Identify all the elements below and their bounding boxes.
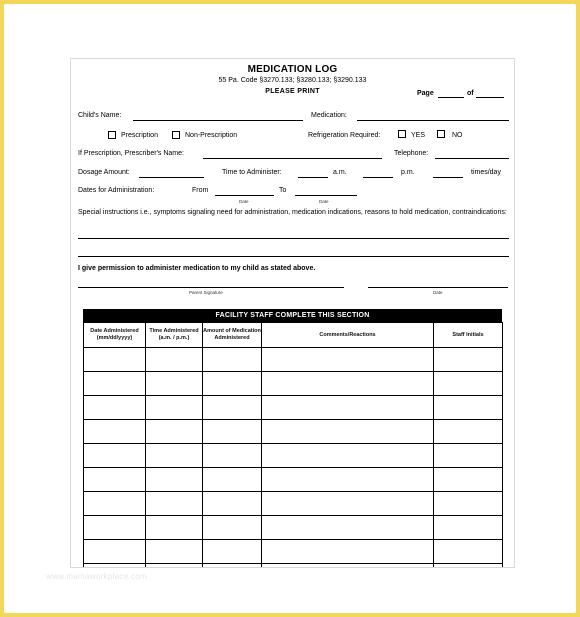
date-cell[interactable] [84,564,146,569]
comments-cell[interactable] [262,492,434,516]
medication-field[interactable] [357,120,509,121]
time-cell[interactable] [146,372,203,396]
am-label: a.m. [333,169,347,176]
non-prescription-checkbox[interactable] [172,131,180,139]
no-label: NO [452,132,463,139]
comments-cell[interactable] [262,348,434,372]
refrigeration-no-checkbox[interactable] [437,130,445,138]
times-per-day-label: times/day [471,169,501,176]
table-row [84,420,503,444]
date-cell[interactable] [84,444,146,468]
initials-cell[interactable] [434,420,503,444]
parent-signature-field[interactable] [78,287,344,288]
page-number-field[interactable] [438,97,464,98]
form-title: MEDICATION LOG [247,64,338,75]
time-cell[interactable] [146,348,203,372]
comments-cell[interactable] [262,468,434,492]
table-row [84,468,503,492]
column-header-time: Time Administered (a.m. / p.m.) [146,323,203,348]
special-instructions-label: Special instructions i.e., symptoms signaling need for administration, medication indications, reasons to hold medication, contraindications: [78,209,507,216]
to-date-field[interactable] [295,195,357,196]
table-row [84,348,503,372]
dosage-label: Dosage Amount: [78,169,130,176]
times-per-day-field[interactable] [433,177,463,178]
page-label: Page [417,90,434,97]
table-row [84,540,503,564]
comments-cell[interactable] [262,372,434,396]
table-header-row [84,323,503,348]
non-prescription-label: Non-Prescription [185,132,238,139]
telephone-field[interactable] [435,158,509,159]
column-header-date: Date Administered (mm/dd/yyyy) [84,323,146,348]
date-cell[interactable] [84,540,146,564]
date-cell[interactable] [84,492,146,516]
regulation-code: 55 Pa. Code §3270.133; §3280.133; §3290.133 [218,77,367,84]
amount-cell[interactable] [203,516,262,540]
comments-cell[interactable] [262,564,434,569]
date-cell[interactable] [84,372,146,396]
to-label: To [279,187,287,194]
am-time-field[interactable] [298,177,328,178]
amount-cell[interactable] [203,540,262,564]
pm-time-field[interactable] [363,177,393,178]
initials-cell[interactable] [434,516,503,540]
dates-for-administration-label: Dates for Administration: [78,187,155,194]
date-cell[interactable] [84,516,146,540]
to-date-caption: Date [319,199,329,204]
amount-cell[interactable] [203,564,262,569]
time-cell[interactable] [146,540,203,564]
permission-statement: I give permission to administer medication to my child as stated above. [78,265,316,272]
column-header-comments: Comments/Reactions [262,323,434,348]
page-total-field[interactable] [476,97,504,98]
amount-cell[interactable] [203,444,262,468]
table-row [84,372,503,396]
table-row [84,564,503,569]
initials-cell[interactable] [434,444,503,468]
pm-label: p.m. [401,169,415,176]
comments-cell[interactable] [262,540,434,564]
staff-section-header: FACILITY STAFF COMPLETE THIS SECTION [83,309,502,322]
comments-cell[interactable] [262,396,434,420]
amount-cell[interactable] [203,492,262,516]
please-print-note: PLEASE PRINT [265,88,320,95]
page-frame [4,4,576,613]
dosage-field[interactable] [139,177,204,178]
of-label: of [467,90,474,97]
from-label: From [192,187,209,194]
initials-cell[interactable] [434,348,503,372]
column-header-amount: Amount of Medication Administered [203,323,262,348]
date-cell[interactable] [84,348,146,372]
time-to-administer-label: Time to Administer: [222,169,282,176]
comments-cell[interactable] [262,420,434,444]
yes-label: YES [411,132,426,139]
amount-cell[interactable] [203,396,262,420]
initials-cell[interactable] [434,564,503,569]
table-row [84,492,503,516]
prescriber-label: If Prescription, Prescriber's Name: [78,150,184,157]
prescription-checkbox[interactable] [108,131,116,139]
prescriber-name-field[interactable] [203,158,382,159]
childs-name-field[interactable] [133,120,303,121]
comments-cell[interactable] [262,516,434,540]
amount-cell[interactable] [203,348,262,372]
watermark: www.mamaworkplace.com [46,572,147,581]
medication-label: Medication: [311,112,347,119]
table-row [84,444,503,468]
refrigeration-label: Refrigeration Required: [308,132,381,139]
special-instructions-line-1[interactable] [78,238,509,239]
table-body [84,348,503,569]
initials-cell[interactable] [434,468,503,492]
special-instructions-line-2[interactable] [78,256,509,257]
comments-cell[interactable] [262,444,434,468]
telephone-label: Telephone: [394,150,429,157]
from-date-field[interactable] [215,195,274,196]
initials-cell[interactable] [434,492,503,516]
amount-cell[interactable] [203,420,262,444]
medication-log-form [70,58,515,568]
time-cell[interactable] [146,420,203,444]
refrigeration-yes-checkbox[interactable] [398,130,406,138]
staff-log-table [83,322,503,568]
amount-cell[interactable] [203,372,262,396]
table-row [84,396,503,420]
initials-cell[interactable] [434,540,503,564]
time-cell[interactable] [146,444,203,468]
table-row [84,516,503,540]
initials-cell[interactable] [434,396,503,420]
date-cell[interactable] [84,420,146,444]
time-cell[interactable] [146,396,203,420]
time-cell[interactable] [146,564,203,569]
time-cell[interactable] [146,492,203,516]
time-cell[interactable] [146,516,203,540]
signature-date-caption: Date [433,290,443,295]
time-cell[interactable] [146,468,203,492]
column-header-staff-initials: Staff Initials [434,323,503,348]
signature-date-field[interactable] [368,287,508,288]
parent-signature-caption: Parent Signature [189,290,223,295]
amount-cell[interactable] [203,468,262,492]
childs-name-label: Child's Name: [78,112,122,119]
initials-cell[interactable] [434,372,503,396]
date-cell[interactable] [84,396,146,420]
date-cell[interactable] [84,468,146,492]
prescription-label: Prescription [121,132,158,139]
from-date-caption: Date [239,199,249,204]
